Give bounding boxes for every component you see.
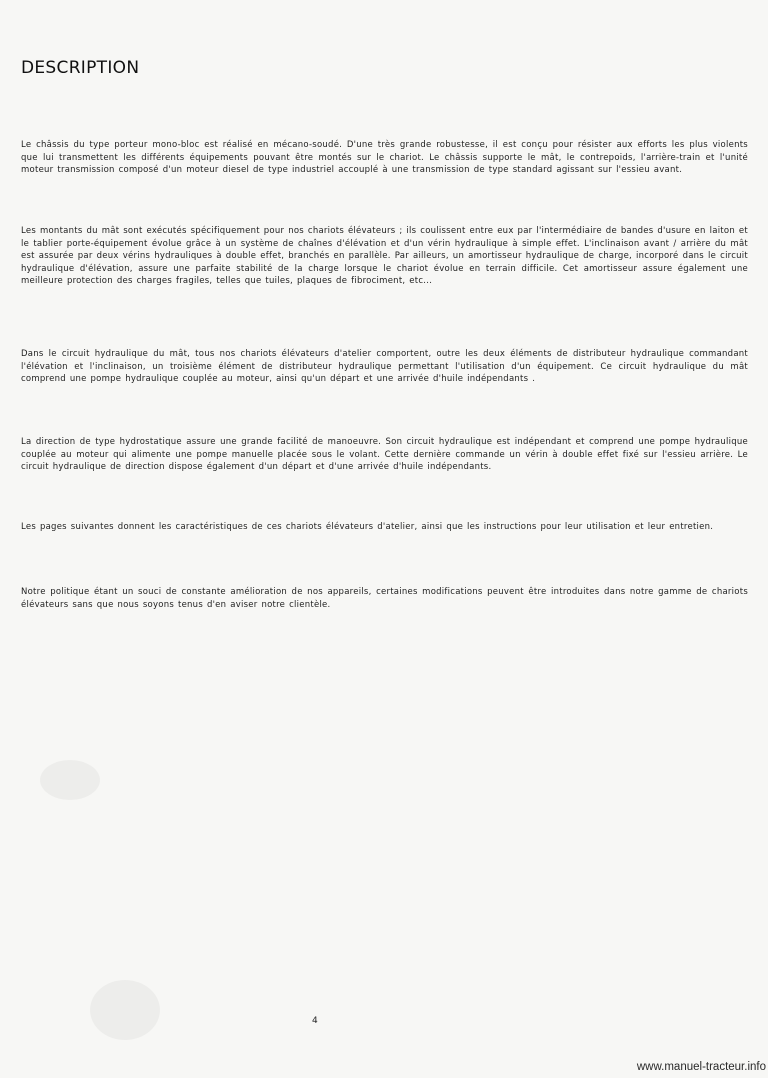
- paragraph-hydraulic-circuit: Dans le circuit hydraulique du mât, tous nos chariots élévateurs d'atelier comportent, outre les deux éléments de distributeur hydraulique commandant l'élévation et l'inclinaison, un troisième élément de distributeur hydraulique permettant l'utilisation d'un équipement. Ce circuit hydraulique du mât comprend une pompe hydraulique couplée au moteur, ainsi qu'un départ et une arrivée d'huile indépendants .: [21, 349, 748, 385]
- page-number: 4: [312, 1016, 318, 1026]
- page-title: DESCRIPTION: [21, 58, 140, 78]
- paragraph-chassis: Le châssis du type porteur mono-bloc est réalisé en mécano-soudé. D'une très grande robustesse, il est conçu pour résister aux efforts les plus violents que lui transmettent les différents équipements pouvant être montés sur le chariot. Le châssis supporte le mât, le contrepoids, l'arrière-train et l'unité moteur transmission composé d'un moteur diesel de type industriel accouplé à une transmission de type standard agissant sur l'essieu avant.: [21, 140, 748, 176]
- paper-speck: [90, 980, 160, 1040]
- paper-speck: [40, 760, 100, 800]
- paragraph-policy: Notre politique étant un souci de constante amélioration de nos appareils, certaines modifications peuvent être introduites dans notre gamme de chariots élévateurs sans que nous soyons tenus d'en aviser notre clientèle.: [21, 587, 748, 610]
- paragraph-steering: La direction de type hydrostatique assure une grande facilité de manoeuvre. Son circuit hydraulique est indépendant et comprend une pompe hydraulique couplée au moteur qui alimente une pompe manuelle placée sous le volant. Cette dernière commande un vérin à double effet fixé sur l'essieu arrière. Le circuit hydraulique de direction dispose également d'un départ et d'une arrivée d'huile indépendants.: [21, 437, 748, 473]
- paragraph-mast: Les montants du mât sont exécutés spécifiquement pour nos chariots élévateurs ; ils coulissent entre eux par l'intermédiaire de bandes d'usure en laiton et le tablier porte-équipement évolue grâce à un système de chaînes d'élévation et d'un vérin hydraulique à simple effet. L'inclinaison avant / arrière du mât est assurée par deux vérins hydrauliques à double effet, branchés en parallèle. Par ailleurs, un amortisseur hydraulique de charge, incorporé dans le circuit hydraulique d'élévation, assure une parfaite stabilité de la charge lorsque le chariot évolue en terrain difficile. Cet amortisseur assure également une meilleure protection des charges fragiles, telles que tuiles, plaques de fibrociment, etc...: [21, 226, 748, 287]
- paragraph-following-pages: Les pages suivantes donnent les caractéristiques de ces chariots élévateurs d'atelier, ainsi que les instructions pour leur utilisation et leur entretien.: [21, 522, 714, 532]
- watermark-text: www.manuel-tracteur.info: [636, 1061, 766, 1073]
